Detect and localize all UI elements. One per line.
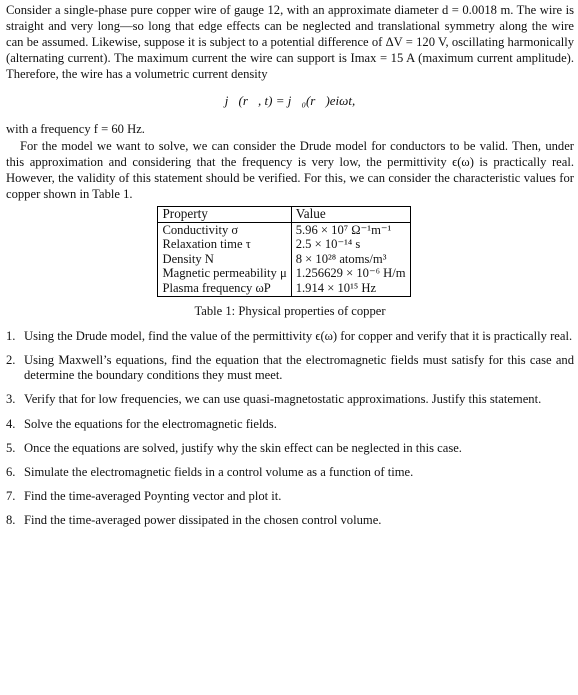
table-cell-property: Conductivity σ: [158, 222, 291, 237]
frequency-line: with a frequency f = 60 Hz.: [6, 122, 145, 137]
question-item: [6, 465, 574, 481]
question-text: Once the equations are solved, justify why the skin effect can be neglected in this case.: [24, 440, 462, 455]
table-header-row: [158, 206, 410, 222]
question-number: 5.: [6, 440, 16, 455]
table-caption: Table 1: Physical properties of copper: [194, 303, 386, 318]
table-row: [158, 252, 410, 267]
question-text: Verify that for low frequencies, we can use quasi-magnetostatic approximations. Justify this statement.: [24, 392, 542, 407]
table-header-value: Value: [291, 206, 410, 222]
table-cell-value: 2.5 × 10⁻¹⁴ s: [291, 237, 410, 252]
table-row: [158, 222, 410, 237]
table-cell-property: Magnetic permeability μ: [158, 266, 291, 281]
question-item: [6, 441, 574, 457]
question-text: Using Maxwell’s equations, find the equation that the electromagnetic fields must satisfy for this case and determine the boundary conditions they must meet.: [24, 352, 574, 383]
question-text: Simulate the electromagnetic fields in a control volume as a function of time.: [24, 465, 414, 480]
table-row: [158, 266, 410, 281]
drude-model-paragraph: For the model we want to solve, we can consider the Drude model for conductors to be valid. Then, under this approximation and considering that the frequency is very low, the permittivity ϵ(ω) is practically real. However, the validity of this statement should be verified. For this, we can consider the characteristic values for copper shown in Table 1.: [6, 138, 574, 201]
table-cell-value: 1.256629 × 10⁻⁶ H/m: [291, 266, 410, 281]
table-cell-property: Plasma frequency ωP: [158, 281, 291, 296]
question-number: 1.: [6, 328, 16, 343]
question-item: [6, 489, 574, 505]
intro-paragraph: Consider a single-phase pure copper wire of gauge 12, with an approximate diameter d = 0.0018 m. The wire is straight and very long—so long that edge effects can be neglected and translational symmetry along the wire can be assumed. Likewise, suppose it is subject to a potential difference of ΔV = 120 V, oscillating harmonically (alternating current). The maximum current the wire can support is Imax = 15 A (maximum current amplitude). Therefore, the wire has a volumetric current density: [6, 3, 574, 82]
question-text: Find the time-averaged Poynting vector and plot it.: [24, 489, 282, 504]
table-cell-value: 5.96 × 10⁷ Ω⁻¹m⁻¹: [291, 222, 410, 237]
question-number: 3.: [6, 392, 16, 407]
question-item: [6, 417, 574, 433]
table-cell-property: Density N: [158, 252, 291, 267]
table-cell-property: Relaxation time τ: [158, 237, 291, 252]
copper-properties-table: [157, 206, 410, 297]
question-text: Find the time-averaged power dissipated in the chosen control volume.: [24, 513, 382, 528]
question-number: 6.: [6, 465, 16, 480]
table-row: [158, 237, 410, 252]
table-cell-value: 1.914 × 10¹⁵ Hz: [291, 281, 410, 296]
question-text: Solve the equations for the electromagnetic fields.: [24, 416, 277, 431]
question-list: [6, 329, 574, 530]
question-item: [6, 513, 574, 529]
question-number: 8.: [6, 513, 16, 528]
question-item: [6, 329, 574, 345]
question-number: 2.: [6, 352, 16, 367]
table-header-property: Property: [158, 206, 291, 222]
table-cell-value: 8 × 10²⁸ atoms/m³: [291, 252, 410, 267]
table-row: [158, 281, 410, 296]
question-item: [6, 353, 574, 384]
question-text: Using the Drude model, find the value of the permittivity ϵ(ω) for copper and verify that it is practically real.: [24, 328, 573, 343]
current-density-equation: j⃗(r⃗, t) = j⃗₀(r⃗)eiωt,: [224, 93, 356, 109]
question-number: 7.: [6, 489, 16, 504]
question-item: [6, 392, 574, 408]
question-number: 4.: [6, 416, 16, 431]
